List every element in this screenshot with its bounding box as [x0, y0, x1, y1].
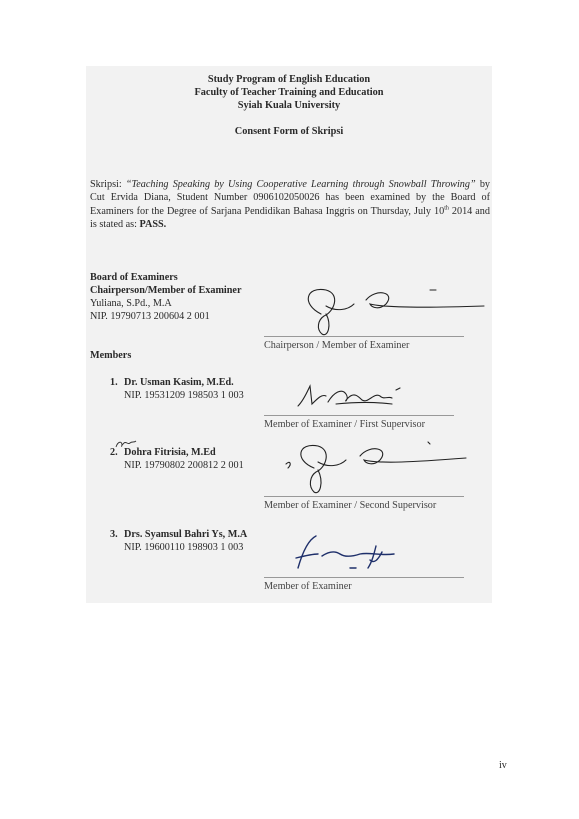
member-1-caption: Member of Examiner / First Supervisor	[264, 419, 425, 430]
result-pass: PASS.	[139, 219, 167, 231]
member-3-name: Drs. Syamsul Bahri Ys, M.A	[124, 529, 248, 540]
member-1-name: Dr. Usman Kasim, M.Ed.	[124, 377, 234, 388]
member-1-nip: NIP. 19531209 198503 1 003	[124, 390, 244, 401]
board-heading: Board of Examiners	[90, 272, 178, 283]
header-line-2: Faculty of Teacher Training and Education	[194, 87, 384, 98]
chair-nip: NIP. 19790713 200604 2 001	[90, 311, 210, 322]
member-3-number: 3.	[110, 529, 118, 540]
member-2-signature-line	[264, 496, 464, 497]
member-2-nip: NIP. 19790802 200812 2 001	[124, 460, 244, 471]
member-1-signature	[296, 378, 426, 412]
members-heading: Members	[90, 350, 132, 361]
member-2-signature	[284, 440, 470, 498]
member-3-signature-line	[264, 577, 464, 578]
board-role: Chairperson/Member of Examiner	[90, 285, 242, 296]
header-line-3: Syiah Kuala University	[237, 100, 341, 111]
skripsi-title: “Teaching Speaking by Using Cooperative Learning through Snowball Throwing”	[125, 179, 476, 190]
statement-paragraph	[90, 178, 490, 232]
member-3-signature	[290, 530, 400, 576]
chair-signature-line	[264, 336, 464, 337]
chair-signature	[296, 284, 486, 344]
chair-caption: Chairperson / Member of Examiner	[264, 340, 410, 351]
chair-name: Yuliana, S.Pd., M.A	[90, 298, 172, 309]
member-3-caption: Member of Examiner	[264, 581, 352, 592]
member-2-caption: Member of Examiner / Second Supervisor	[264, 500, 437, 511]
member-1-number: 1.	[110, 377, 118, 388]
member-2-number: 2.	[110, 447, 118, 458]
date-suffix: th	[444, 205, 449, 212]
statement-lead: Skripsi:	[90, 179, 126, 190]
statement-body-end: 2014 and is stated as:	[90, 205, 490, 231]
header-line-1: Study Program of English Education	[207, 74, 371, 85]
statement-body: by Cut Ervida Diana, Student Number 0906102050026 has been examined by the Board of Examiners for the Degree of Sarjana Pendidikan Bahasa Inggris on Thursday, July 10	[90, 179, 490, 217]
form-title: Consent Form of Skripsi	[234, 126, 344, 137]
member-3-nip: NIP. 19600110 198903 1 003	[124, 542, 244, 553]
member-1-signature-line	[264, 415, 454, 416]
member-2-name: Dohra Fitrisia, M.Ed	[124, 447, 216, 458]
institution-header	[86, 73, 492, 112]
page-number: iv	[499, 760, 507, 771]
